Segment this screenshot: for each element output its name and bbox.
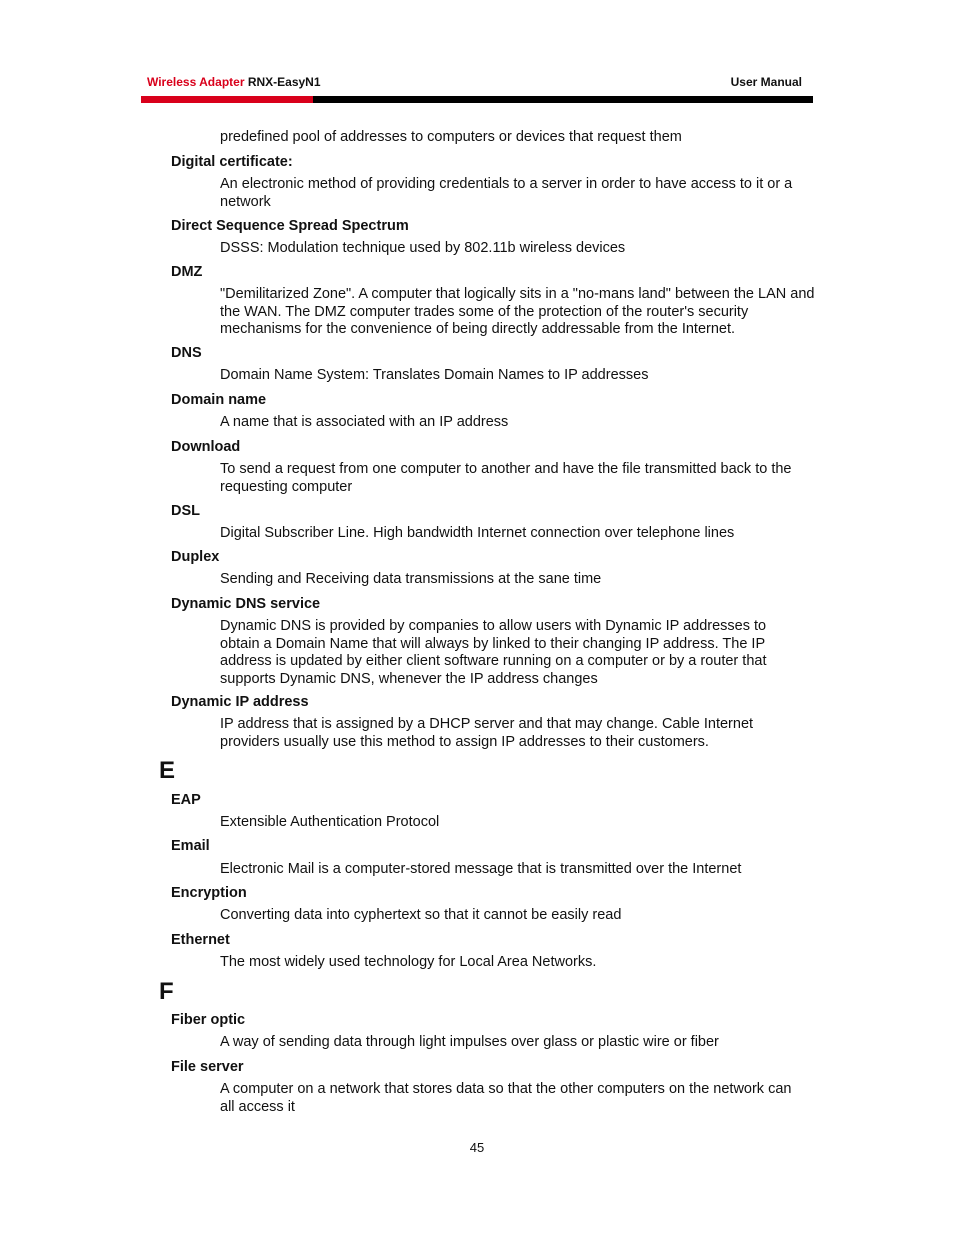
term-dmz: DMZ [171, 264, 203, 280]
term-fiber-optic: Fiber optic [171, 1012, 246, 1028]
term-dynamic-ip-address: Dynamic IP address [171, 694, 309, 710]
term-dynamic-dns-service: Dynamic DNS service [171, 596, 321, 612]
page-number: 45 [469, 1140, 485, 1155]
term-encryption: Encryption [171, 885, 247, 901]
term-dsl: DSL [171, 503, 200, 519]
definition: Sending and Receiving data transmissions at the sane time [220, 571, 602, 587]
definition: DSSS: Modulation technique used by 802.11b wireless devices [220, 240, 626, 256]
definition: The most widely used technology for Local Area Networks. [220, 954, 597, 970]
section-letter-f: F [159, 978, 174, 1005]
term-duplex: Duplex [171, 549, 220, 565]
definition: A name that is associated with an IP address [220, 414, 509, 430]
definition: A computer on a network that stores data so that the other computers on the network can all access it [220, 1081, 792, 1115]
definition: Converting data into cyphertext so that it cannot be easily read [220, 907, 622, 923]
header-manual-label: User Manual [730, 75, 802, 89]
section-letter-e: E [159, 757, 176, 784]
header-model: RNX-EasyN1 [244, 75, 321, 89]
definition: Dynamic DNS is provided by companies to allow users with Dynamic IP addresses to obtain a Domain Name that will always by linked to their changing IP address. The IP address is updated by either client software running on a computer or by a router that supports Dynamic DNS, whenever the IP address changes [220, 618, 767, 687]
term-dns: DNS [171, 345, 202, 361]
definition: Domain Name System: Translates Domain Names to IP addresses [220, 367, 649, 383]
definition: Extensible Authentication Protocol [220, 814, 440, 830]
term-file-server: File server [171, 1059, 244, 1075]
header-bar-accent [141, 96, 313, 103]
definition: A way of sending data through light impulses over glass or plastic wire or fiber [220, 1034, 719, 1050]
definition: "Demilitarized Zone". A computer that logically sits in a "no-mans land" between the LAN and the WAN. The DMZ computer trades some of the protection of the router's security mechanisms for the convenience of being directly addressable from the Internet. [220, 286, 815, 337]
term-digital-certificate: Digital certificate: [171, 154, 293, 170]
term-dsss: Direct Sequence Spread Spectrum [171, 218, 409, 234]
term-download: Download [171, 439, 241, 455]
term-eap: EAP [171, 792, 201, 808]
header-brand: Wireless Adapter [147, 75, 245, 89]
definition: An electronic method of providing credentials to a server in order to have access to it or a network [220, 176, 793, 210]
definition: Digital Subscriber Line. High bandwidth Internet connection over telephone lines [220, 525, 735, 541]
definition: To send a request from one computer to another and have the file transmitted back to the requesting computer [220, 461, 792, 495]
term-email: Email [171, 838, 210, 854]
definition: Electronic Mail is a computer-stored message that is transmitted over the Internet [220, 861, 742, 877]
header-product [147, 75, 321, 89]
term-ethernet: Ethernet [171, 932, 230, 948]
definition: IP address that is assigned by a DHCP server and that may change. Cable Internet providers usually use this method to assign IP addresses to their customers. [220, 716, 754, 750]
intro-text: predefined pool of addresses to computers or devices that request them [220, 129, 682, 145]
term-domain-name: Domain name [171, 392, 267, 408]
